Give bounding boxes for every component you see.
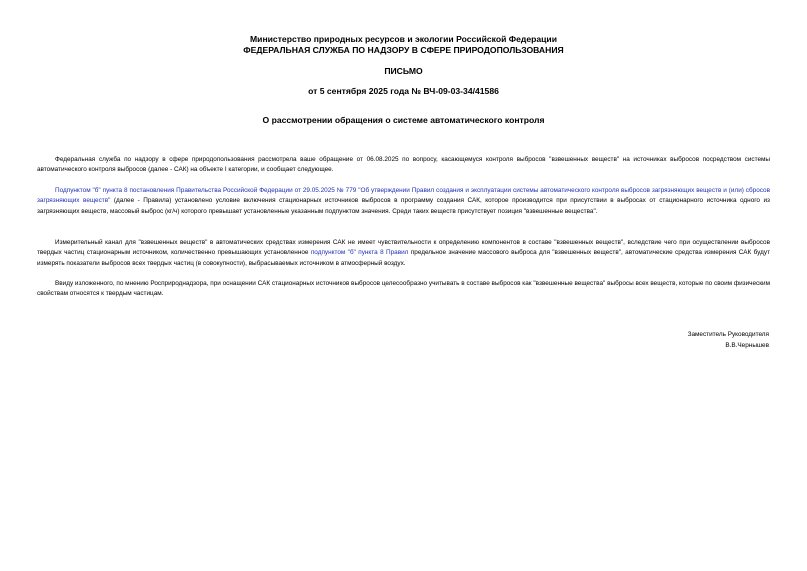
regulation-link[interactable]: Подпунктом "б" пункта 8 постановления Правительства Российской Федерации от 29.05.2025 № 779 "Об утверждении Правил создания и эксплуатации системы автоматического контроля выбросов загрязняющих веществ и (или) сбросов загрязняющих веществ": [37, 187, 770, 205]
document-reference: от 5 сентября 2025 года № ВЧ-09-03-34/41586: [308, 86, 499, 96]
ministry-name: Министерство природных ресурсов и экологии Российской Федерации: [250, 34, 557, 44]
paragraph-1: Федеральная служба по надзору в сфере природопользования рассмотрела ваше обращение от 06.08.2025 по вопросу, касающемуся контроля выбросов "взвешенных веществ" на источниках выбросов посредством системы автоматического контроля выбросов (далее - САК) на объекте I категории, и сообщает следующее.: [37, 156, 770, 174]
rules-subparagraph-link[interactable]: подпунктом "б" пункта 8 Правил: [310, 249, 409, 257]
paragraph-3: [37, 238, 770, 269]
service-name: ФЕДЕРАЛЬНАЯ СЛУЖБА ПО НАДЗОРУ В СФЕРЕ ПРИРОДОПОЛЬЗОВАНИЯ: [243, 45, 564, 55]
document-subject: О рассмотрении обращения о системе автоматического контроля: [262, 115, 545, 125]
paragraph-2: [37, 186, 770, 217]
paragraph-3-text-b: предельное значение массового выброса для "взвешенных веществ", автоматические средства измерения САК будут измерять показатели выбросов всех твердых частиц (в совокупности), выбрасываемых источником в атмосферный воздух.: [37, 249, 770, 267]
signatory-position: Заместитель Руководителя: [687, 331, 769, 338]
document-type: ПИСЬМО: [384, 66, 423, 76]
paragraph-4: Ввиду изложенного, по мнению Росприроднадзора, при оснащении САК стационарных источников выбросов целесообразно учитывать в составе выбросов как "взвешенные вещества" выбросы всех веществ, которые по своим физическим свойствам относятся к твердым частицам.: [37, 280, 770, 298]
signatory-name: В.В.Чернышев: [725, 342, 769, 349]
paragraph-3-text-a: Измерительный канал для "взвешенных веществ" в автоматических средствах измерения САК не имеет чувствительности к определению компонентов в составе "взвешенных веществ", вследствие чего при осуществлении выбросов твердых частиц стационарным источником, количественно превышающих установленное: [37, 239, 770, 257]
paragraph-2-text: (далее - Правила) установлено условие включения стационарных источников выбросов в программу создания САК, которое производится при присутствии в выбросах от стационарного источника одного из загрязняющих веществ, массовый выброс (кг/ч) которого превышает установленные указанным подпунктом значения. Среди таких веществ присутствует позиция "взвешенные вещества".: [37, 197, 770, 215]
